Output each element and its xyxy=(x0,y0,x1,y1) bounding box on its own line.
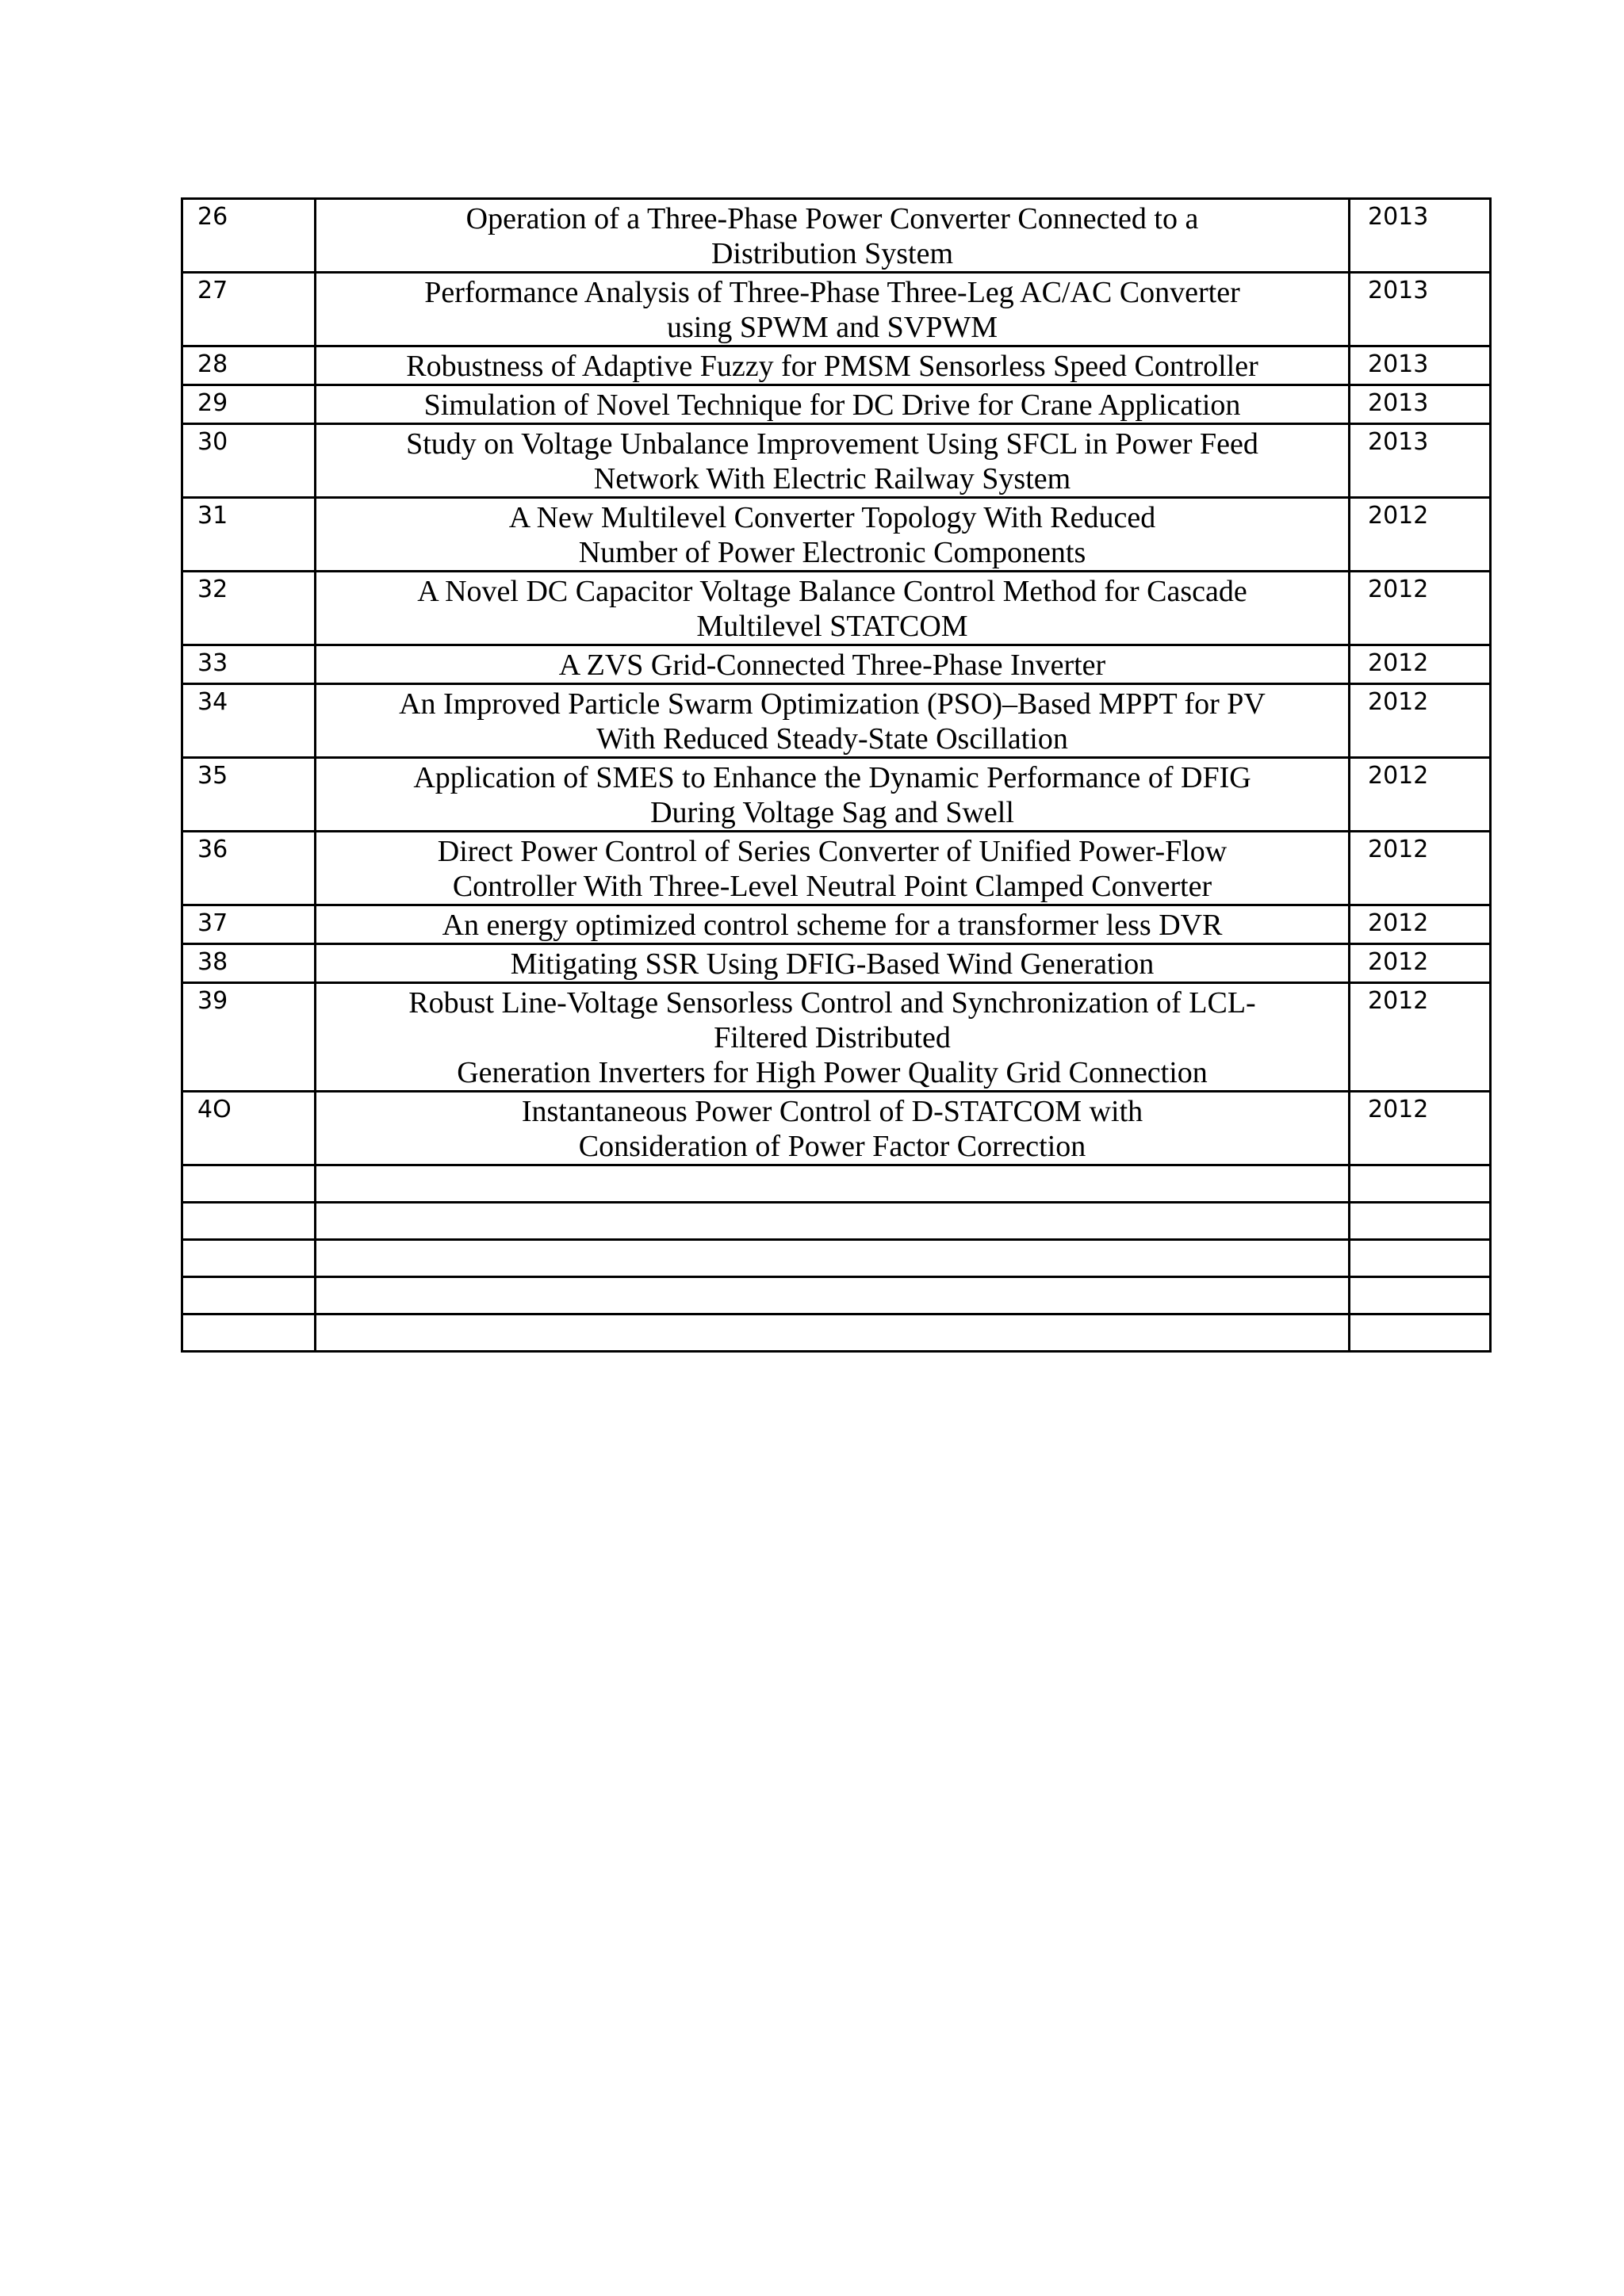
document-page xyxy=(181,197,1489,1353)
paper-title-line: Direct Power Control of Series Converter of Unified Power-Flow xyxy=(437,835,1228,868)
paper-title xyxy=(316,684,1350,758)
paper-title-line: Generation Inverters for High Power Quality Grid Connection xyxy=(457,1056,1208,1089)
table-row xyxy=(182,758,1491,832)
table-row xyxy=(182,346,1491,385)
paper-year: 2013 xyxy=(1350,424,1491,498)
paper-year: 2012 xyxy=(1350,832,1491,905)
table-row xyxy=(182,905,1491,944)
row-number: 28 xyxy=(182,346,316,385)
paper-title-line: Performance Analysis of Three-Phase Three-Leg AC/AC Converter xyxy=(424,276,1240,309)
paper-title-line: Filtered Distributed xyxy=(714,1021,951,1054)
empty-title-cell xyxy=(316,1165,1350,1203)
paper-title-line: Robustness of Adaptive Fuzzy for PMSM Sensorless Speed Controller xyxy=(406,350,1258,383)
paper-title-line: Instantaneous Power Control of D-STATCOM with xyxy=(521,1095,1143,1128)
row-number: 33 xyxy=(182,645,316,684)
paper-year: 2012 xyxy=(1350,645,1491,684)
paper-title-line: An Improved Particle Swarm Optimization (PSO)–Based MPPT for PV xyxy=(399,687,1266,721)
empty-year-cell xyxy=(1350,1203,1491,1240)
paper-title-line: With Reduced Steady-State Oscillation xyxy=(596,722,1068,756)
paper-title-line: A Novel DC Capacitor Voltage Balance Control Method for Cascade xyxy=(417,575,1247,608)
empty-year-cell xyxy=(1350,1165,1491,1203)
paper-year: 2013 xyxy=(1350,199,1491,273)
paper-year: 2012 xyxy=(1350,498,1491,572)
row-number: 35 xyxy=(182,758,316,832)
empty-table-row xyxy=(182,1240,1491,1277)
paper-title xyxy=(316,199,1350,273)
paper-title xyxy=(316,273,1350,346)
paper-year: 2013 xyxy=(1350,385,1491,424)
table-row xyxy=(182,944,1491,983)
paper-year: 2012 xyxy=(1350,758,1491,832)
table-row xyxy=(182,424,1491,498)
paper-year: 2012 xyxy=(1350,572,1491,645)
table-row xyxy=(182,199,1491,273)
paper-title-line: Study on Voltage Unbalance Improvement Using SFCL in Power Feed xyxy=(406,427,1258,461)
empty-number-cell xyxy=(182,1240,316,1277)
table-row xyxy=(182,498,1491,572)
paper-year: 2012 xyxy=(1350,944,1491,983)
row-number: 4O xyxy=(182,1092,316,1165)
paper-title-line: Distribution System xyxy=(710,237,954,270)
paper-title-line: A New Multilevel Converter Topology With Reduced xyxy=(508,501,1156,534)
paper-title-line: A ZVS Grid-Connected Three-Phase Inverter xyxy=(558,649,1106,682)
row-number: 31 xyxy=(182,498,316,572)
empty-title-cell xyxy=(316,1277,1350,1314)
paper-title-line: Mitigating SSR Using DFIG-Based Wind Generation xyxy=(510,947,1155,981)
paper-title xyxy=(316,1092,1350,1165)
paper-title-line: Robust Line-Voltage Sensorless Control and Synchronization of LCL- xyxy=(408,986,1256,1020)
empty-table-row xyxy=(182,1277,1491,1314)
table-row xyxy=(182,572,1491,645)
papers-table-body xyxy=(182,199,1491,1352)
empty-table-row xyxy=(182,1314,1491,1352)
table-row xyxy=(182,832,1491,905)
empty-number-cell xyxy=(182,1165,316,1203)
paper-title-line: Application of SMES to Enhance the Dynamic Performance of DFIG xyxy=(413,761,1251,794)
row-number: 29 xyxy=(182,385,316,424)
paper-title xyxy=(316,572,1350,645)
row-number: 38 xyxy=(182,944,316,983)
table-row xyxy=(182,684,1491,758)
paper-title xyxy=(316,758,1350,832)
empty-year-cell xyxy=(1350,1277,1491,1314)
paper-title-line: Network With Electric Railway System xyxy=(593,462,1071,496)
row-number: 37 xyxy=(182,905,316,944)
empty-table-row xyxy=(182,1203,1491,1240)
row-number: 36 xyxy=(182,832,316,905)
paper-title-line: Multilevel STATCOM xyxy=(696,610,968,643)
empty-title-cell xyxy=(316,1314,1350,1352)
row-number: 27 xyxy=(182,273,316,346)
paper-year: 2012 xyxy=(1350,1092,1491,1165)
row-number: 30 xyxy=(182,424,316,498)
paper-title-line: Operation of a Three-Phase Power Converter Connected to a xyxy=(465,202,1199,235)
paper-title xyxy=(316,645,1350,684)
table-row xyxy=(182,983,1491,1092)
row-number: 26 xyxy=(182,199,316,273)
paper-year: 2013 xyxy=(1350,273,1491,346)
paper-title xyxy=(316,424,1350,498)
paper-title xyxy=(316,346,1350,385)
empty-title-cell xyxy=(316,1240,1350,1277)
row-number: 34 xyxy=(182,684,316,758)
paper-title-line: Simulation of Novel Technique for DC Drive for Crane Application xyxy=(423,388,1241,422)
paper-title-line: An energy optimized control scheme for a transformer less DVR xyxy=(442,909,1223,942)
paper-title xyxy=(316,385,1350,424)
table-row xyxy=(182,1092,1491,1165)
row-number: 32 xyxy=(182,572,316,645)
empty-table-row xyxy=(182,1165,1491,1203)
paper-title xyxy=(316,905,1350,944)
paper-year: 2013 xyxy=(1350,346,1491,385)
table-row xyxy=(182,645,1491,684)
paper-title xyxy=(316,498,1350,572)
paper-year: 2012 xyxy=(1350,983,1491,1092)
empty-number-cell xyxy=(182,1203,316,1240)
paper-title-line: Controller With Three-Level Neutral Point Clamped Converter xyxy=(452,870,1212,903)
paper-title-line: Consideration of Power Factor Correction xyxy=(578,1130,1086,1163)
row-number: 39 xyxy=(182,983,316,1092)
paper-title-line: using SPWM and SVPWM xyxy=(667,311,998,344)
paper-title-line: Number of Power Electronic Components xyxy=(578,536,1086,569)
papers-table xyxy=(181,197,1492,1353)
empty-title-cell xyxy=(316,1203,1350,1240)
table-row xyxy=(182,273,1491,346)
paper-title xyxy=(316,832,1350,905)
paper-title-line: During Voltage Sag and Swell xyxy=(650,796,1014,829)
empty-year-cell xyxy=(1350,1240,1491,1277)
paper-year: 2012 xyxy=(1350,905,1491,944)
paper-title xyxy=(316,983,1350,1092)
table-row xyxy=(182,385,1491,424)
empty-number-cell xyxy=(182,1314,316,1352)
paper-title xyxy=(316,944,1350,983)
empty-year-cell xyxy=(1350,1314,1491,1352)
empty-number-cell xyxy=(182,1277,316,1314)
paper-year: 2012 xyxy=(1350,684,1491,758)
